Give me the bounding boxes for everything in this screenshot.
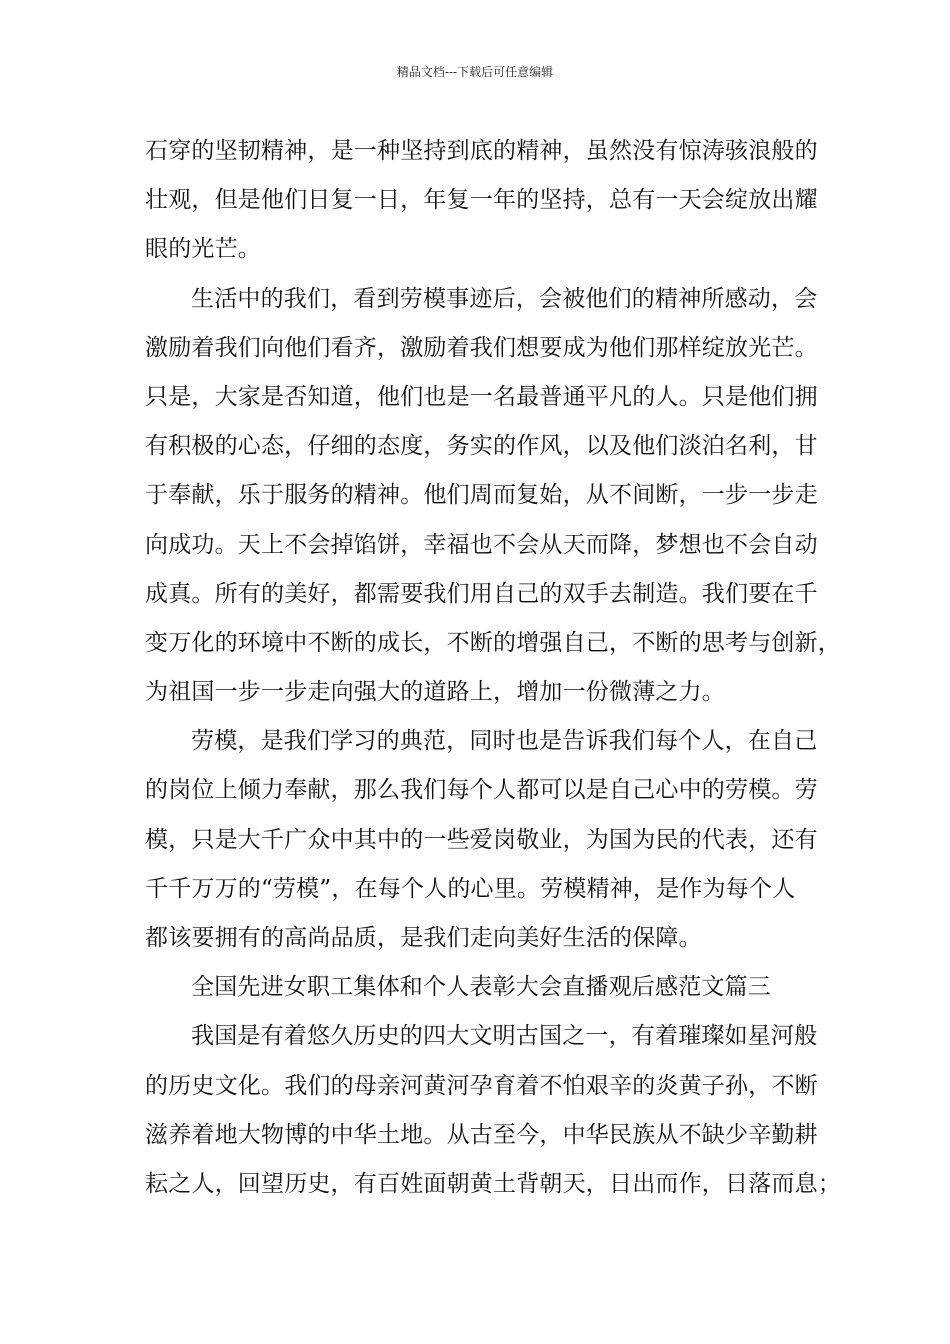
text-line: 我国是有着悠久历史的四大文明古国之一，有着璀璨如星河般 xyxy=(191,1023,818,1050)
text-line: 的岗位上倾力奉献，那么我们每个人都可以是自己心中的劳模。劳 xyxy=(145,777,818,804)
page-header: 精品文档---下载后可任意编辑 xyxy=(396,65,554,79)
text-line: 激励着我们向他们看齐，激励着我们想要成为他们那样绽放光芒。 xyxy=(145,334,818,361)
text-line: 变万化的环境中不断的成长，不断的增强自己，不断的思考与创新， xyxy=(145,629,841,656)
text-line: 的历史文化。我们的母亲河黄河孕育着不怕艰辛的炎黄子孙，不断 xyxy=(145,1072,818,1099)
text-line: 石穿的坚韧精神，是一种坚持到底的精神，虽然没有惊涛骇浪般的 xyxy=(145,138,818,164)
text-line: 为祖国一步一步走向强大的道路上，增加一份微薄之力。 xyxy=(145,679,725,706)
text-line: 生活中的我们，看到劳模事迹后，会被他们的精神所感动，会 xyxy=(191,285,818,312)
body-text xyxy=(145,127,841,1209)
text-line: 眼的光芒。 xyxy=(145,236,261,263)
text-line: 滋养着地大物博的中华土地。从古至今，中华民族从不缺少辛勤耕 xyxy=(145,1121,818,1148)
text-line: 壮观，但是他们日复一日，年复一年的坚持，总有一天会绽放出耀 xyxy=(145,187,818,214)
text-line: 只是，大家是否知道，他们也是一名最普通平凡的人。只是他们拥 xyxy=(145,383,818,410)
text-line: 全国先进女职工集体和个人表彰大会直播观后感范文篇三 xyxy=(191,974,771,1001)
text-line: 都该要拥有的高尚品质，是我们走向美好生活的保障。 xyxy=(145,925,702,951)
text-line: 向成功。天上不会掉馅饼，幸福也不会从天而降，梦想也不会自动 xyxy=(145,531,818,558)
text-line: 耘之人，回望历史，有百姓面朝黄土背朝天，日出而作，日落而息； xyxy=(145,1170,841,1197)
text-line: 模，只是大千广众中其中的一些爱岗敬业，为国为民的代表，还有 xyxy=(145,826,818,853)
text-line: 于奉献，乐于服务的精神。他们周而复始，从不间断，一步一步走 xyxy=(145,482,818,509)
text-line: 有积极的心态，仔细的态度，务实的作风，以及他们淡泊名利，甘 xyxy=(145,433,818,460)
text-line: 千千万万的“劳模”，在每个人的心里。劳模精神，是作为每个人 xyxy=(145,875,796,902)
text-line: 劳模，是我们学习的典范，同时也是告诉我们每个人，在自己 xyxy=(191,728,818,755)
text-line: 成真。所有的美好，都需要我们用自己的双手去制造。我们要在千 xyxy=(145,580,818,607)
